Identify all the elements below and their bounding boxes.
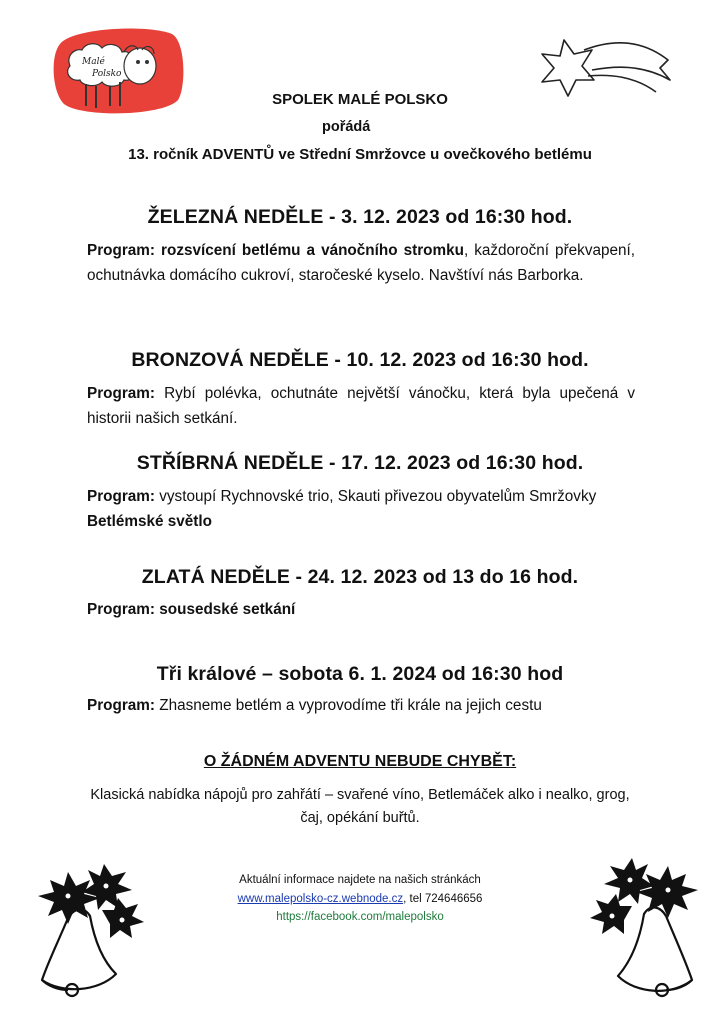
note-heading-colon: : <box>510 753 517 770</box>
event-program-3 <box>87 484 607 534</box>
program-label: Program: <box>87 601 155 618</box>
website-link[interactable]: www.malepolsko-cz.webnode.cz <box>237 893 404 905</box>
presents-label: pořádá <box>322 119 371 135</box>
event-program-2 <box>87 381 635 431</box>
event-title-1: ŽELEZNÁ NEDĚLE - 3. 12. 2023 od 16:30 hod. <box>147 206 573 228</box>
program-text: , každoroční překvapení, ochutnávka domácího cukroví, staročeské kyselo. Navštíví nás Barborka. <box>87 242 635 284</box>
program-highlight: Betlémské světlo <box>87 513 212 530</box>
footer-info: Aktuální informace najdete na našich stránkách <box>239 874 481 886</box>
phone-text: , tel 724646656 <box>403 893 483 905</box>
christmas-bell-holly-icon <box>586 850 708 1010</box>
program-highlight: sousedské setkání <box>159 601 296 618</box>
program-label: Program: <box>87 488 155 505</box>
note-heading-text: O ŽÁDNÉM ADVENTU NEBUDE CHYBĚT <box>203 753 511 770</box>
program-text: Rybí polévka, ochutnáte největší vánočku, která byla upečená v historii našich setkání. <box>87 385 636 427</box>
event-program-1 <box>87 238 635 288</box>
note-heading <box>0 753 720 771</box>
facebook-link[interactable]: https://facebook.com/malepolsko <box>276 911 444 923</box>
event-program-5 <box>87 693 635 718</box>
event-title-5: Tři králové – sobota 6. 1. 2024 od 16:30 hod <box>156 663 564 685</box>
event-subtitle: 13. ročník ADVENTŮ ve Střední Smržovce u ovečkového betlému <box>128 146 592 163</box>
program-text: Zhasneme betlém a vyprovodíme tři krále na jejich cestu <box>159 697 542 714</box>
logo-text-line2: Polsko <box>92 69 122 79</box>
note-text: Klasická nabídka nápojů pro zahřátí – svařené víno, Betlemáček alko i nealko, grog, čaj, opékání buřtů. <box>90 787 630 826</box>
event-title-4: ZLATÁ NEDĚLE - 24. 12. 2023 od 13 do 16 hod. <box>141 566 579 588</box>
program-text: vystoupí Rychnovské trio, Skauti přivezou obyvatelům Smržovky <box>159 488 597 505</box>
organizer-title: SPOLEK MALÉ POLSKO <box>272 91 448 108</box>
christmas-bell-holly-icon <box>28 858 148 1008</box>
event-program-4 <box>87 597 635 622</box>
logo-text-line1: Malé <box>82 57 105 67</box>
program-label: Program: <box>87 385 155 402</box>
event-title-3: STŘÍBRNÁ NEDĚLE - 17. 12. 2023 od 16:30 hod. <box>136 452 584 474</box>
program-highlight: rozsvícení betlému a vánočního stromku <box>161 242 464 259</box>
program-label: Program: <box>87 242 155 259</box>
event-title-2: BRONZOVÁ NEDĚLE - 10. 12. 2023 od 16:30 hod. <box>131 349 589 371</box>
program-label: Program: <box>87 697 155 714</box>
